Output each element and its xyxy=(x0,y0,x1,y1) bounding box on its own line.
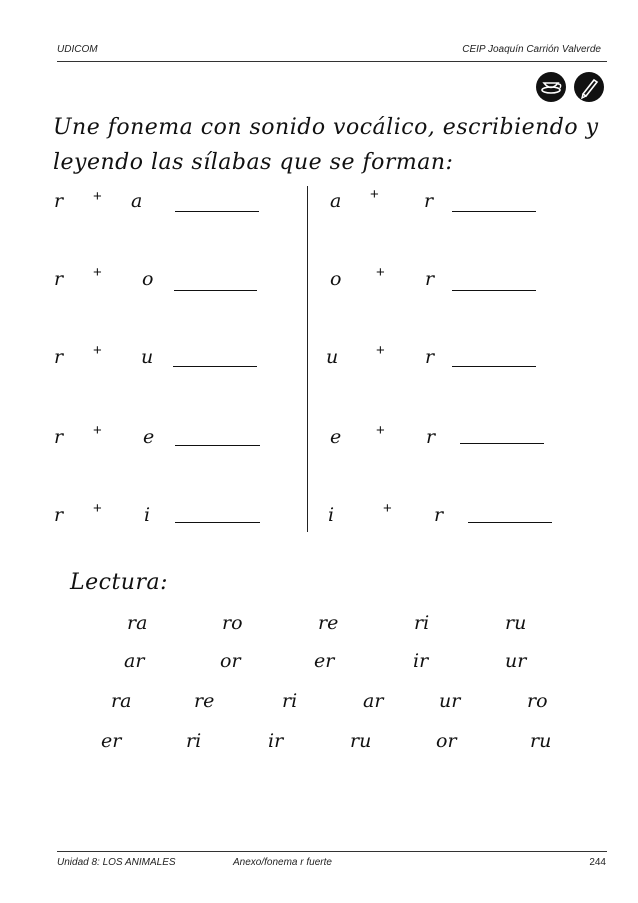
exercise-consonant: r xyxy=(434,504,444,526)
exercise-vowel: a xyxy=(131,190,143,212)
exercise-vowel: u xyxy=(141,346,154,368)
footer-annex: Anexo/fonema r fuerte xyxy=(233,857,332,868)
syllable: ur xyxy=(505,650,527,672)
answer-blank[interactable] xyxy=(175,522,260,523)
plus-sign: + xyxy=(93,500,102,517)
exercise-vowel: u xyxy=(326,346,339,368)
plus-sign: + xyxy=(93,264,102,281)
syllable: ru xyxy=(505,612,527,634)
answer-blank[interactable] xyxy=(452,211,536,212)
exercise-consonant: r xyxy=(424,190,434,212)
footer-unit: Unidad 8: LOS ANIMALES xyxy=(57,857,176,868)
exercise-vowel: o xyxy=(330,268,342,290)
syllable: er xyxy=(101,730,122,752)
syllable: ir xyxy=(413,650,429,672)
syllable: ru xyxy=(530,730,552,752)
header-rule xyxy=(57,61,607,62)
syllable: ar xyxy=(363,690,384,712)
answer-blank[interactable] xyxy=(460,443,544,444)
answer-blank[interactable] xyxy=(452,290,536,291)
plus-sign: + xyxy=(370,186,379,203)
answer-blank[interactable] xyxy=(468,522,552,523)
exercise-consonant: r xyxy=(54,346,64,368)
header-right: CEIP Joaquín Carrión Valverde xyxy=(462,44,601,55)
answer-blank[interactable] xyxy=(175,445,260,446)
exercise-consonant: r xyxy=(54,504,64,526)
exercise-vowel: a xyxy=(330,190,342,212)
instruction-line-1: Une fonema con sonido vocálico, escribiendo y xyxy=(53,115,599,140)
teacup-icon xyxy=(536,72,566,102)
exercise-consonant: r xyxy=(425,268,435,290)
syllable: ru xyxy=(350,730,372,752)
exercise-consonant: r xyxy=(54,426,64,448)
plus-sign: + xyxy=(93,422,102,439)
syllable: ar xyxy=(124,650,145,672)
page-number: 244 xyxy=(589,857,606,868)
syllable: er xyxy=(314,650,335,672)
answer-blank[interactable] xyxy=(452,366,536,367)
instruction-line-2: leyendo las sílabas que se forman: xyxy=(53,150,454,175)
syllable: ri xyxy=(282,690,298,712)
reading-label: Lectura: xyxy=(70,570,169,595)
syllable: ro xyxy=(527,690,548,712)
footer-rule xyxy=(57,851,607,852)
plus-sign: + xyxy=(383,500,392,517)
syllable: ra xyxy=(111,690,132,712)
exercise-consonant: r xyxy=(426,426,436,448)
plus-sign: + xyxy=(376,422,385,439)
syllable: ra xyxy=(127,612,148,634)
syllable: or xyxy=(220,650,241,672)
exercise-vowel: i xyxy=(144,504,151,526)
pencil-icon xyxy=(574,72,604,102)
header-left: UDICOM xyxy=(57,44,98,55)
syllable: re xyxy=(318,612,339,634)
exercise-consonant: r xyxy=(54,190,64,212)
exercise-vowel: o xyxy=(142,268,154,290)
exercise-consonant: r xyxy=(54,268,64,290)
syllable: or xyxy=(436,730,457,752)
exercise-vowel: e xyxy=(330,426,342,448)
column-divider xyxy=(307,186,308,532)
plus-sign: + xyxy=(93,342,102,359)
plus-sign: + xyxy=(376,264,385,281)
syllable: ri xyxy=(414,612,430,634)
answer-blank[interactable] xyxy=(175,211,259,212)
syllable: re xyxy=(194,690,215,712)
syllable: ur xyxy=(439,690,461,712)
syllable: ro xyxy=(222,612,243,634)
plus-sign: + xyxy=(376,342,385,359)
answer-blank[interactable] xyxy=(173,366,257,367)
syllable: ir xyxy=(268,730,284,752)
exercise-vowel: i xyxy=(328,504,335,526)
exercise-consonant: r xyxy=(425,346,435,368)
plus-sign: + xyxy=(93,188,102,205)
exercise-vowel: e xyxy=(143,426,155,448)
syllable: ri xyxy=(186,730,202,752)
answer-blank[interactable] xyxy=(174,290,257,291)
